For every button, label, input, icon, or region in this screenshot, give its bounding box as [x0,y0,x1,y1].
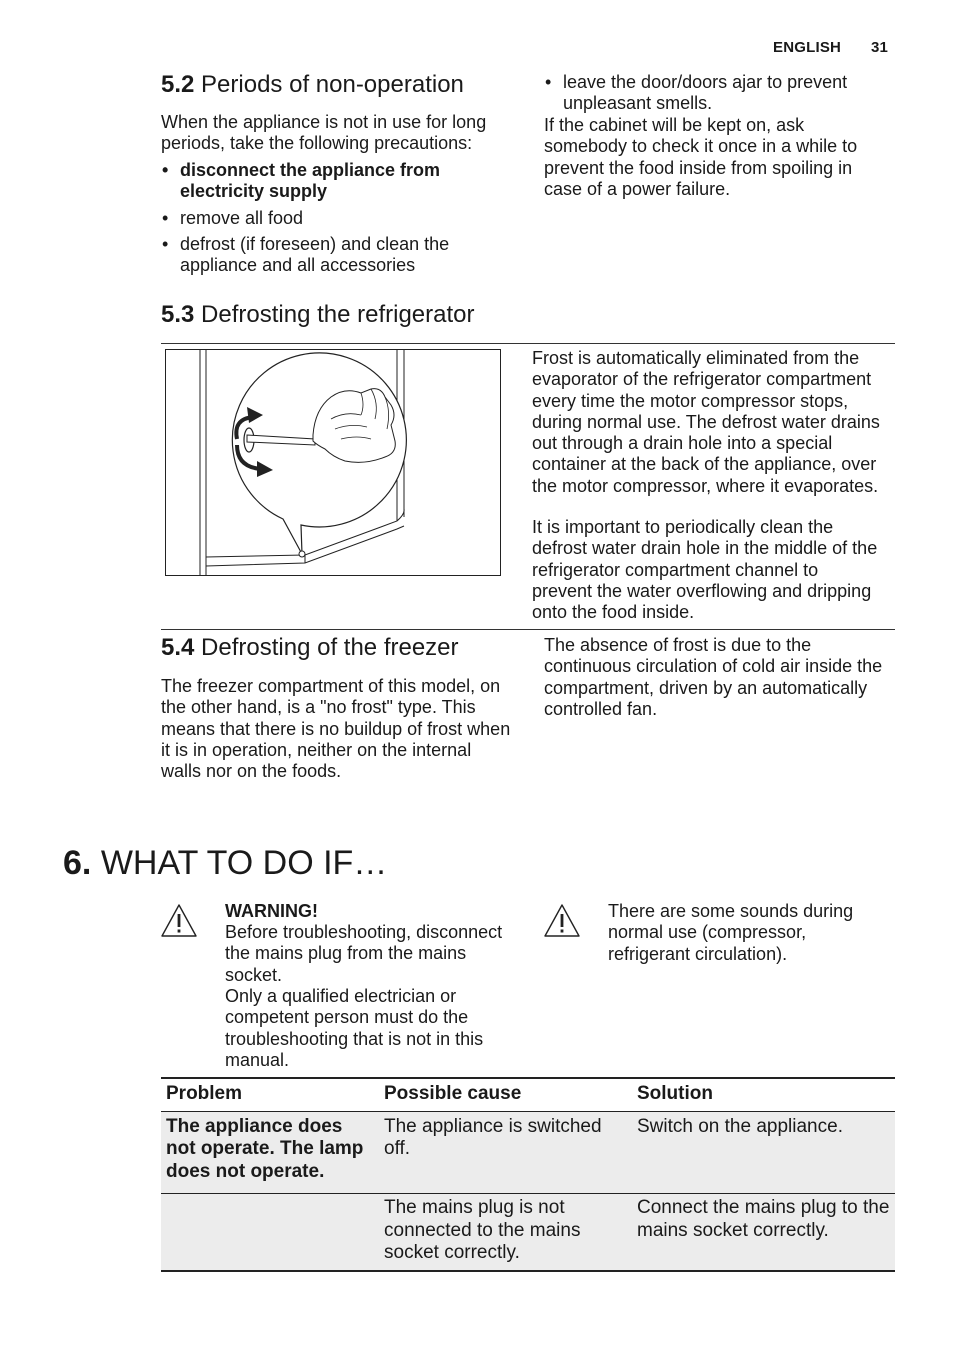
precaution-list-continued [544,72,896,115]
section-divider [161,629,895,630]
list-item: • leave the door/doors ajar to prevent unpleasant smells. [544,72,896,115]
precaution-list [161,160,516,276]
list-item: • disconnect the appliance from electricity supply [161,160,516,203]
section-5-3-text-2: It is important to periodically clean the defrost water drain hole in the middle of the refrigerator compartment channel to prevent the water overflowing and dripping onto the food inside. [532,517,878,623]
section-5-2-heading [161,70,464,100]
section-5-4-text-right: The absence of frost is due to the continuous circulation of cold air inside the compartment, driven by an automatically controlled fan. [544,635,883,719]
section-5-4-text-left: The freezer compartment of this model, on the other hand, is a "no frost" type. This means that there is no buildup of frost when it is in operation, neither on the internal walls nor on the foods. [161,676,511,782]
sound-note: There are some sounds during normal use (compressor, refrigerant circulation). [608,901,854,964]
warning-text-2: Only a qualified electrician or competent person must do the troubleshooting that is not in this manual. [225,986,484,1070]
list-item: • defrost (if foreseen) and clean the appliance and all accessories [161,234,516,277]
troubleshooting-table [161,1077,895,1272]
table-header-row [161,1078,895,1111]
defrost-drain-illustration [165,349,501,576]
section-title: Periods of non-operation [201,71,464,98]
problem-cell: The appliance does not operate. The lamp does not operate. [161,1111,379,1194]
warning-triangle-icon [160,903,198,939]
table-row [161,1111,895,1194]
cause-cell: The mains plug is not connected to the mains socket correctly. [379,1194,632,1271]
section-number: 5.3 [161,301,195,328]
section-5-3-heading [161,300,475,330]
warning-label: WARNING! [225,901,318,921]
column-header-solution: Solution [632,1078,895,1111]
section-title: Defrosting of the freezer [201,634,459,661]
caution-triangle-icon [543,903,581,939]
section-divider [161,343,895,344]
section-number: 5.4 [161,634,195,661]
problem-cell [161,1194,379,1271]
solution-cell: Switch on the appliance. [632,1111,895,1194]
running-header-language: ENGLISH [773,39,842,56]
chapter-number: 6. [63,844,92,882]
list-item: • remove all food [161,208,516,229]
section-title: Defrosting the refrigerator [201,301,475,328]
warning-text-1: Before troubleshooting, disconnect the mains plug from the mains socket. [225,922,503,985]
chapter-title: WHAT TO DO IF… [100,844,388,882]
section-5-2-note: If the cabinet will be kept on, ask somebody to check it once in a while to prevent the food inside from spoiling in case of a power failure. [544,115,858,199]
page-number: 31 [871,39,889,56]
section-number: 5.2 [161,71,195,98]
section-5-2-intro: When the appliance is not in use for long periods, take the following precautions: [161,112,487,154]
section-5-3-text-1: Frost is automatically eliminated from the evaporator of the refrigerator compartment every time the motor compressor stops, during normal use. The defrost water drains out through a drain hole into a special container at the back of the appliance, over the motor compressor, where it evaporates. [532,348,880,496]
column-header-cause: Possible cause [379,1078,632,1111]
cause-cell: The appliance is switched off. [379,1111,632,1194]
section-5-4-heading [161,633,459,663]
column-header-problem: Problem [161,1078,379,1111]
chapter-6-heading [63,843,387,883]
solution-cell: Connect the mains plug to the mains socket correctly. [632,1194,895,1271]
table-row [161,1194,895,1271]
